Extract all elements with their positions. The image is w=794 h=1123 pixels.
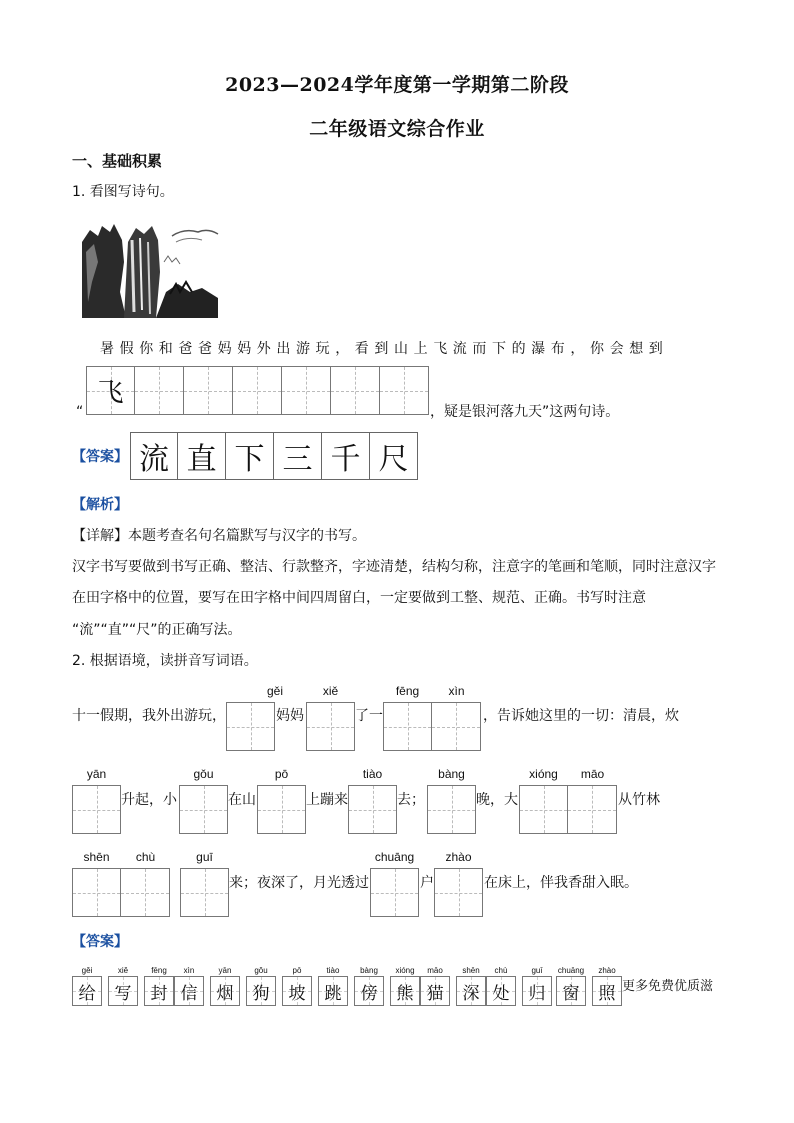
context-text: 户 <box>420 875 434 891</box>
grid-cell[interactable] <box>184 366 233 415</box>
grid-cell[interactable] <box>427 785 476 834</box>
context-text: 晚，大 <box>476 792 518 808</box>
grid-cell[interactable] <box>519 785 568 834</box>
word-grid <box>370 868 419 917</box>
pinyin-label: bàng <box>438 767 465 781</box>
detail-text: 【详解】本题考查名句名篇默写与汉字的书写。 <box>72 528 366 544</box>
grid-cell[interactable] <box>72 785 121 834</box>
answer-item: gǒu 狗 <box>246 966 276 1006</box>
pinyin-label: gěi <box>266 684 283 698</box>
word-grid <box>72 785 121 834</box>
answer-tag: 【答案】 <box>72 449 128 465</box>
context-text: ，告诉她这里的一切：清晨，炊 <box>483 708 679 724</box>
grid-cell[interactable] <box>72 868 121 917</box>
pinyin-label: zhào <box>445 850 472 864</box>
pinyin-label: shēn <box>83 850 110 864</box>
document-title: 2023—2024学年度第一学期第二阶段 <box>225 74 569 96</box>
answer-row <box>72 966 632 1010</box>
answer-item: chù 处 <box>486 966 516 1006</box>
context-text: 上蹦来 <box>306 792 348 808</box>
answer-item: gěi 给 <box>72 966 102 1006</box>
answer-cell: 尺 <box>370 432 418 480</box>
grid-cell[interactable] <box>568 785 617 834</box>
grid-cell[interactable] <box>233 366 282 415</box>
context-text: 妈妈 <box>276 708 304 724</box>
pinyin-label: fēng <box>395 684 420 698</box>
answer-item: xìn 信 <box>174 966 204 1006</box>
trailing-text: 更多免费优质滋 <box>622 979 714 994</box>
context-text: 去； <box>397 792 425 808</box>
pinyin-label: chù <box>135 850 156 864</box>
word-grid <box>257 785 306 834</box>
answer-item: māo 猫 <box>420 966 450 1006</box>
grid-cell[interactable] <box>370 868 419 917</box>
word-grid <box>72 868 170 917</box>
grid-cell[interactable] <box>348 785 397 834</box>
question-1-label: 1. 看图写诗句。 <box>72 184 174 200</box>
section-heading: 一、基础积累 <box>72 152 163 170</box>
grid-cell[interactable] <box>121 868 170 917</box>
grid-cell[interactable] <box>86 366 135 415</box>
answer-item: tiào 跳 <box>318 966 348 1006</box>
pinyin-label: yān <box>86 767 107 781</box>
context-text: 从竹林 <box>618 792 660 808</box>
answer-item: fēng 封 <box>144 966 174 1006</box>
grid-cell[interactable] <box>432 702 481 751</box>
answer-item: pō 坡 <box>282 966 312 1006</box>
analysis-paragraph: “流”“直”“尺”的正确写法。 <box>72 622 242 638</box>
answer-item: zhào 照 <box>592 966 622 1006</box>
grid-cell[interactable] <box>306 702 355 751</box>
answer-cell: 千 <box>322 432 370 480</box>
word-grid <box>179 785 228 834</box>
word-grid <box>427 785 476 834</box>
word-grid <box>519 785 617 834</box>
grid-cell[interactable] <box>135 366 184 415</box>
analysis-paragraph: 在田字格中的位置，要写在田字格中间四周留白，一定要做到工整、规范、正确。书写时注意 <box>72 590 646 606</box>
word-grid <box>226 702 275 751</box>
pinyin-label: gǒu <box>193 767 214 781</box>
grid-cell[interactable] <box>331 366 380 415</box>
grid-cell[interactable] <box>179 785 228 834</box>
answer-cell: 三 <box>274 432 322 480</box>
grid-cell[interactable] <box>434 868 483 917</box>
waterfall-illustration <box>80 222 220 320</box>
context-text: 了一 <box>355 708 383 724</box>
grid-cell[interactable] <box>383 702 432 751</box>
grid-cell[interactable] <box>257 785 306 834</box>
analysis-paragraph: 汉字书写要做到书写正确、整洁、行款整齐，字迹清楚，结构匀称，注意字的笔画和笔顺，同时注意汉字 <box>72 559 716 575</box>
question-1-text-after: ，疑是银河落九天”这两句诗。 <box>430 404 620 420</box>
pinyin-label: māo <box>580 767 605 781</box>
answer-item: yān 烟 <box>210 966 240 1006</box>
pinyin-label: tiào <box>362 767 383 781</box>
question-2-label: 2. 根据语境，读拼音写词语。 <box>72 653 258 669</box>
context-text: 十一假期，我外出游玩， <box>72 708 226 724</box>
pinyin-label: guī <box>196 850 213 864</box>
answer-item: guī 归 <box>522 966 552 1006</box>
word-grid <box>434 868 483 917</box>
context-text: 升起，小 <box>121 792 177 808</box>
pinyin-label: chuāng <box>374 850 415 864</box>
pinyin-label: xióng <box>529 767 558 781</box>
question-1-text: 暑假你和爸爸妈妈外出游玩，看到山上飞流而下的瀑布，你会想到 <box>100 341 669 357</box>
given-character: 飞 <box>97 378 124 408</box>
word-grid <box>348 785 397 834</box>
grid-cell[interactable] <box>180 868 229 917</box>
grid-cell[interactable] <box>282 366 331 415</box>
pinyin-label: pō <box>274 767 289 781</box>
pinyin-label: xìn <box>448 684 465 698</box>
answer-item: xióng 熊 <box>390 966 420 1006</box>
answer-cell: 下 <box>226 432 274 480</box>
poem-writing-grid <box>86 366 429 415</box>
document-subtitle: 二年级语文综合作业 <box>309 118 485 140</box>
open-quote: “ <box>76 404 84 420</box>
answer-cell: 直 <box>178 432 226 480</box>
context-text: 在山 <box>228 792 256 808</box>
answer-item: xiě 写 <box>108 966 138 1006</box>
waterfall-ink-painting <box>80 222 220 320</box>
answer-item: bàng 傍 <box>354 966 384 1006</box>
answer-grid <box>130 432 418 480</box>
answer-item: shēn 深 <box>456 966 486 1006</box>
context-text: 来；夜深了，月光透过 <box>229 875 369 891</box>
answer-cell: 流 <box>130 432 178 480</box>
answer-item: chuāng 窗 <box>556 966 586 1006</box>
context-text: 在床上，伴我香甜入眠。 <box>484 875 638 891</box>
word-grid <box>383 702 481 751</box>
grid-cell[interactable] <box>380 366 429 415</box>
word-grid <box>180 868 229 917</box>
grid-cell[interactable] <box>226 702 275 751</box>
pinyin-label: xiě <box>322 684 339 698</box>
analysis-tag: 【解析】 <box>72 497 128 513</box>
word-grid <box>306 702 355 751</box>
answer-tag: 【答案】 <box>72 934 128 950</box>
